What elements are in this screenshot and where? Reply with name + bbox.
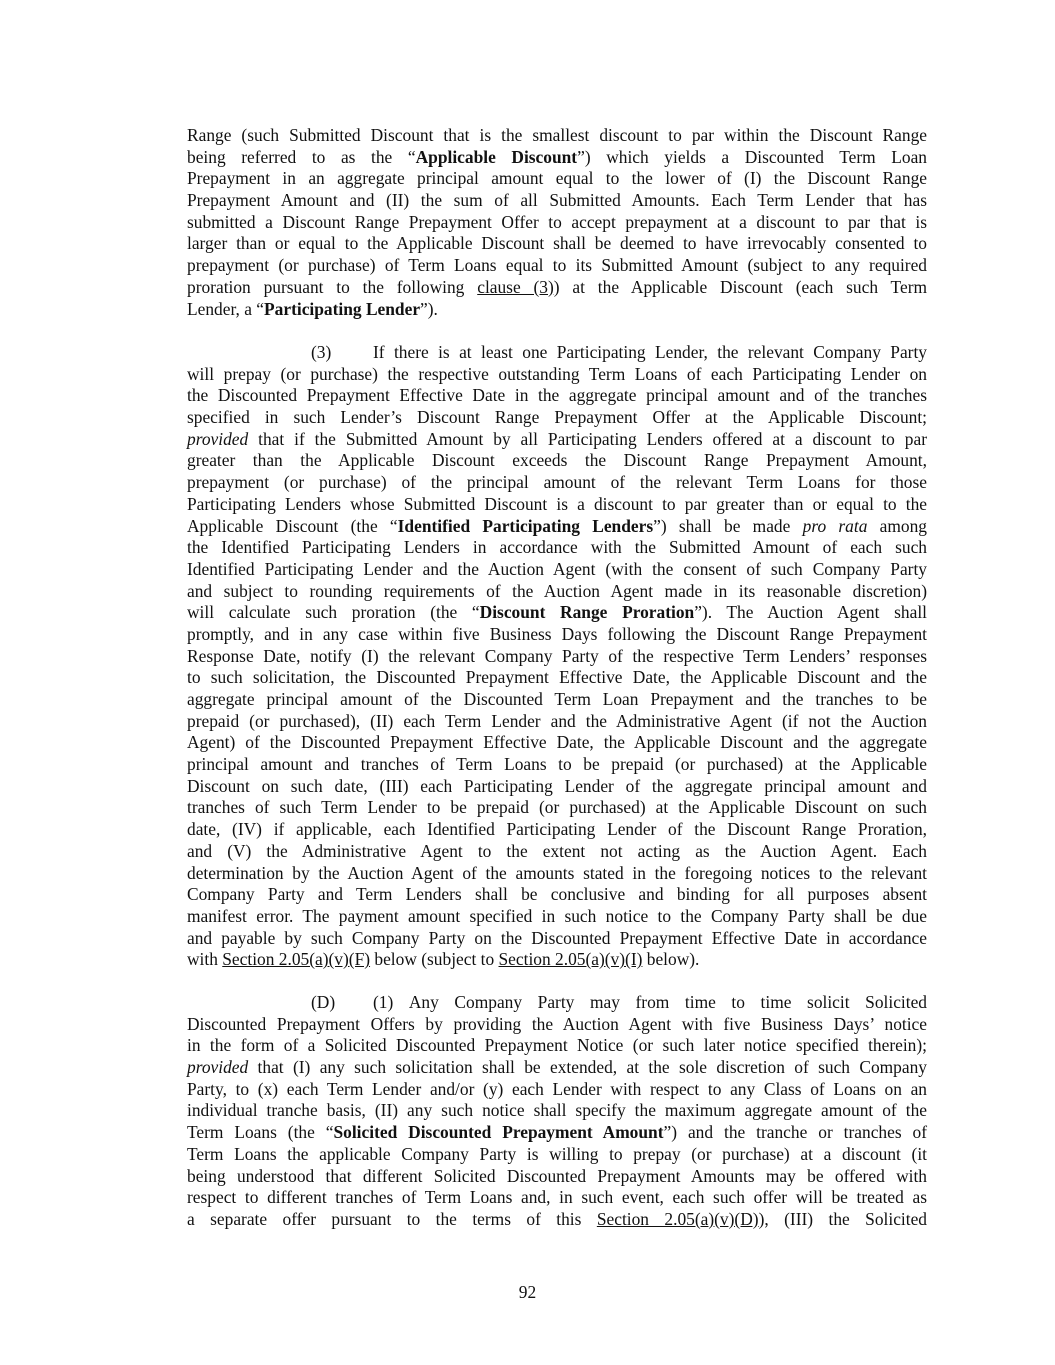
text-run: ”) which yields a Discounted Term Loan — [577, 146, 927, 167]
text-run: Lender, a “ — [187, 298, 265, 319]
text-run: ”) and the tranche or tranches of — [663, 1122, 928, 1143]
text-line: Company Party and Term Lenders shall be conclusive and binding for all purposes absent — [187, 884, 927, 905]
text-run: Applicable Discount (the “ — [187, 515, 398, 536]
text-run: (1) Any Company Party may from time to time solicit Solicited — [373, 992, 927, 1012]
paragraph-applicable-discount — [187, 125, 927, 320]
clause-number: (3) — [311, 342, 332, 362]
text-line — [187, 299, 927, 321]
text-line: manifest error. The payment amount specified in such notice to the Company Party shall be due — [187, 905, 927, 926]
section-2-05-a-v-d-reference: Section 2.05(a)(v)(D) — [596, 1208, 759, 1229]
text-line: respect to different tranches of Term Loans and, in such event, each such offer will be treated as — [187, 1187, 927, 1208]
text-run: Term Loans (the “ — [187, 1122, 334, 1143]
text-line: principal amount and tranches of Term Loans to be prepaid (or purchased) at the Applicable — [187, 754, 927, 775]
defined-term-identified-participating-lenders: Identified Participating Lenders — [397, 515, 654, 536]
text-line: promptly, and in any case within five Business Days following the Discount Range Prepayment — [187, 623, 927, 644]
text-line: prepayment (or purchase) of Term Loans equal to its Submitted Amount (subject to any required — [187, 255, 927, 276]
text-line: Response Date, notify (I) the relevant Company Party of the respective Term Lenders’ responses — [187, 645, 927, 666]
text-line — [187, 1057, 927, 1079]
text-line: being understood that different Solicited Discounted Prepayment Amounts may be offered with — [187, 1165, 927, 1186]
text-run: that if the Submitted Amount by all Participating Lenders offered at a discount to par — [248, 428, 927, 449]
clause-3-reference: clause (3) — [477, 276, 554, 297]
text-line: larger than or equal to the Applicable Discount shall be deemed to have irrevocably consented to — [187, 233, 927, 254]
text-run: proration pursuant to the following — [187, 276, 478, 297]
text-run: ”). The Auction Agent shall — [694, 602, 927, 623]
text-line: and (V) the Administrative Agent to the extent not acting as the Auction Agent. Each — [187, 840, 927, 861]
text-line: Prepayment Amount and (II) the sum of all Submitted Amounts. Each Term Lender that has — [187, 190, 927, 211]
text-line: the Discounted Prepayment Effective Date in the aggregate principal amount and of the tranches — [187, 385, 927, 406]
text-line: Identified Participating Lender and the Auction Agent (with the consent of such Company Party — [187, 558, 927, 579]
text-line: determination by the Auction Agent of the amounts stated in the foregoing notices to the relevant — [187, 862, 927, 883]
text-run: that (I) any such solicitation shall be extended, at the sole discretion of such Company — [248, 1057, 927, 1078]
text-line — [187, 1209, 927, 1231]
text-line: Term Loans the applicable Company Party is willing to prepay (or purchase) at a discount (it — [187, 1143, 927, 1164]
section-2-05-a-v-f-reference: Section 2.05(a)(v)(F) — [222, 949, 371, 970]
section-2-05-a-v-i-reference: Section 2.05(a)(v)(I) — [498, 949, 643, 970]
clause-number: (D) — [311, 992, 336, 1012]
text-run: being referred to as the “ — [187, 146, 416, 167]
text-line: Party, to (x) each Term Lender and/or (y) each Lender with respect to any Class of Loans on an — [187, 1078, 927, 1099]
text-line — [187, 992, 927, 1014]
text-line: in the form of a Solicited Discounted Prepayment Notice (or such later notice specified therein); — [187, 1035, 927, 1056]
text-line: Range (such Submitted Discount that is the smallest discount to par within the Discount Range — [187, 125, 927, 145]
text-run: will calculate such proration (the “ — [187, 602, 480, 623]
text-line: Participating Lenders whose Submitted Discount is a discount to par greater than or equal to the — [187, 493, 927, 514]
text-run: below). — [642, 949, 700, 970]
text-line — [187, 602, 927, 624]
text-line: Agent) of the Discounted Prepayment Effective Date, the Applicable Discount and the aggregate — [187, 732, 927, 753]
text-line: prepayment (or purchase) of the principal amount of the relevant Term Loans for those — [187, 472, 927, 493]
text-line — [187, 516, 927, 538]
text-line: Discount on such date, (III) each Participating Lender of the aggregate principal amount and — [187, 775, 927, 796]
text-line: specified in such Lender’s Discount Range Prepayment Offer at the Applicable Discount; — [187, 407, 927, 428]
text-line: aggregate principal amount of the Discounted Term Loan Prepayment and the tranches to be — [187, 689, 927, 709]
defined-term-applicable-discount: Applicable Discount — [415, 146, 578, 167]
pro-rata-italic: pro rata — [802, 515, 868, 536]
text-line — [187, 147, 927, 169]
text-line: submitted a Discount Range Prepayment Offer to accept prepayment at a discount to par that is — [187, 211, 927, 232]
defined-term-solicited-discounted-prepayment-amount: Solicited Discounted Prepayment Amount — [333, 1122, 664, 1143]
text-line — [187, 277, 927, 299]
text-run: with — [187, 949, 223, 970]
text-line: tranches of such Term Lender to be prepaid (or purchased) at the Applicable Discount on such — [187, 797, 927, 818]
page-number: 92 — [518, 1282, 537, 1302]
text-line: the Identified Participating Lenders in accordance with the Submitted Amount of each such — [187, 537, 927, 558]
text-run: ”). — [420, 298, 438, 319]
text-line: Discounted Prepayment Offers by providing the Auction Agent with five Business Days’ notice — [187, 1013, 927, 1034]
text-run: If there is at least one Participating Lender, the relevant Company Party — [373, 342, 927, 362]
text-line: and subject to rounding requirements of the Auction Agent made in its reasonable discretion) — [187, 580, 927, 601]
text-run: ”) shall be made — [653, 515, 803, 536]
text-line: greater than the Applicable Discount exceeds the Discount Range Prepayment Amount, — [187, 450, 927, 471]
defined-term-discount-range-proration: Discount Range Proration — [479, 602, 695, 623]
text-line — [187, 1122, 927, 1144]
text-run: below (subject to — [370, 949, 499, 970]
text-line — [187, 342, 927, 364]
text-line: Prepayment in an aggregate principal amount equal to the lower of (I) the Discount Range — [187, 168, 927, 189]
text-run: among — [867, 515, 928, 536]
text-line: individual tranche basis, (II) any such notice shall specify the maximum aggregate amount of the — [187, 1100, 927, 1121]
text-line — [187, 429, 927, 451]
text-run: a separate offer pursuant to the terms of this — [187, 1208, 597, 1229]
paragraph-clause-d — [187, 992, 927, 1231]
defined-term-participating-lender: Participating Lender — [264, 298, 421, 319]
proviso-italic: provided — [187, 1057, 249, 1078]
text-line: and payable by such Company Party on the Discounted Prepayment Effective Date in accordance — [187, 927, 927, 948]
text-line: date, (IV) if applicable, each Identified Participating Lender of the Discount Range Proration, — [187, 819, 927, 840]
proviso-italic: provided — [187, 428, 249, 449]
paragraph-clause-3 — [187, 342, 927, 971]
text-line: will prepay (or purchase) the respective outstanding Term Loans of each Participating Lender on — [187, 363, 927, 384]
text-run: ) at the Applicable Discount (each such Term — [553, 276, 928, 297]
text-line — [187, 949, 927, 971]
text-line: to such solicitation, the Discounted Prepayment Effective Date, the Applicable Discount and the — [187, 667, 927, 688]
text-run: ), (III) the Solicited — [758, 1208, 927, 1229]
text-line: prepaid (or purchased), (II) each Term Lender and the Administrative Agent (if not the Auction — [187, 710, 927, 731]
